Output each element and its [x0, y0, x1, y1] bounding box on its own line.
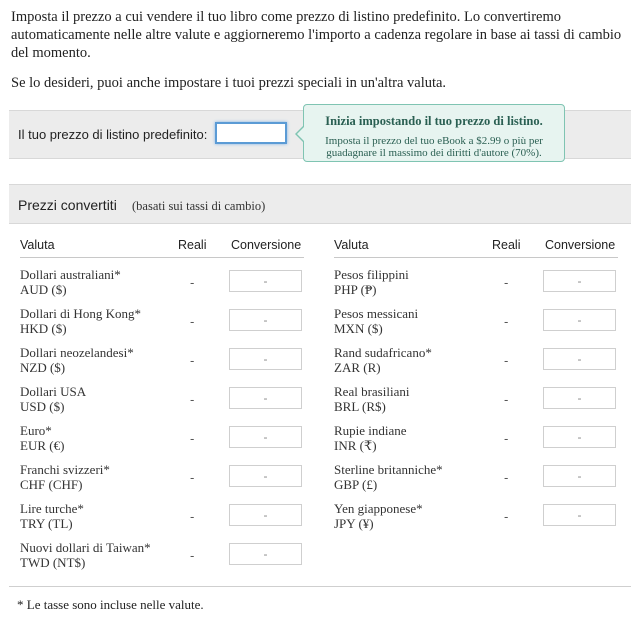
currency-code: TRY (TL) — [20, 516, 73, 531]
conversion-field[interactable]: - — [229, 270, 302, 292]
currency-code: INR (₹) — [334, 438, 377, 453]
currency-code: MXN ($) — [334, 321, 383, 336]
real-value: - — [190, 548, 195, 563]
bottom-divider — [9, 586, 631, 587]
currency-row — [20, 461, 320, 500]
currency-row — [20, 344, 320, 383]
currency-rows-right — [334, 266, 634, 539]
currency-code: EUR (€) — [20, 438, 65, 453]
currency-code: NZD ($) — [20, 360, 66, 375]
currency-name: Dollari neozelandesi* — [20, 345, 134, 360]
currency-code: GBP (£) — [334, 477, 378, 492]
currency-row — [334, 500, 634, 539]
currency-column-left — [20, 236, 320, 570]
conversion-field[interactable]: - — [543, 465, 616, 487]
real-value: - — [504, 470, 509, 485]
column-header — [334, 236, 634, 254]
real-value: - — [190, 509, 195, 524]
conversion-field[interactable]: - — [543, 426, 616, 448]
list-price-tooltip — [303, 104, 565, 162]
real-value: - — [504, 431, 509, 446]
currency-row — [20, 539, 320, 578]
intro-paragraph-special-prices: Se lo desideri, puoi anche impostare i tuoi prezzi speciali in un'altra valuta. — [11, 75, 447, 91]
header-currency: Valuta — [334, 238, 369, 252]
currency-name: Pesos filippini — [334, 267, 409, 282]
tooltip-arrow — [295, 125, 304, 143]
intro-text — [11, 8, 633, 102]
currency-name: Franchi svizzeri* — [20, 462, 110, 477]
converted-prices-bar — [9, 184, 631, 224]
currency-name: Real brasiliani — [334, 384, 410, 399]
real-value: - — [190, 275, 195, 290]
tooltip-body: Imposta il prezzo del tuo eBook a $2.99 o più per guadagnare il massimo dei diritti d'autore (70%). — [325, 135, 543, 159]
default-price-label: Il tuo prezzo di listino predefinito: — [18, 127, 208, 142]
currency-row — [20, 305, 320, 344]
currency-name: Lire turche* — [20, 501, 84, 516]
currency-name: Pesos messicani — [334, 306, 419, 321]
currency-code: ZAR (R) — [334, 360, 381, 375]
currency-code: USD ($) — [20, 399, 65, 414]
currency-row — [334, 461, 634, 500]
currency-rows-left — [20, 266, 320, 578]
real-value: - — [504, 353, 509, 368]
currency-row — [334, 383, 634, 422]
real-value: - — [190, 314, 195, 329]
conversion-field[interactable]: - — [543, 270, 616, 292]
currency-name: Nuovi dollari di Taiwan* — [20, 540, 151, 555]
intro-paragraph: Imposta il prezzo a cui vendere il tuo libro come prezzo di listino predefinito. Lo convertiremo automaticamente nelle altre valute e aggiorneremo l'importo a cadenza regolare in base ai tassi di cambio del momento. — [11, 9, 622, 61]
currency-name: Dollari di Hong Kong* — [20, 306, 141, 321]
currency-row — [20, 383, 320, 422]
currency-code: TWD (NT$) — [20, 555, 86, 570]
tax-footnote: * Le tasse sono incluse nelle valute. — [17, 597, 204, 612]
conversion-field[interactable]: - — [543, 309, 616, 331]
header-real: Reali — [492, 238, 521, 252]
conversion-field[interactable]: - — [229, 504, 302, 526]
currency-code: CHF (CHF) — [20, 477, 83, 492]
real-value: - — [190, 392, 195, 407]
currency-code: BRL (R$) — [334, 399, 386, 414]
header-real: Reali — [178, 238, 207, 252]
default-price-input[interactable] — [215, 122, 287, 144]
currency-row — [334, 305, 634, 344]
tooltip-title: Inizia impostando il tuo prezzo di listino. — [325, 114, 543, 128]
currency-name: Yen giapponese* — [334, 501, 423, 516]
header-conversion: Conversione — [231, 238, 302, 252]
currency-row — [334, 344, 634, 383]
real-value: - — [190, 470, 195, 485]
currency-name: Euro* — [20, 423, 52, 438]
conversion-field[interactable]: - — [229, 348, 302, 370]
converted-prices-subtitle: (basati sui tassi di cambio) — [132, 199, 266, 213]
currency-name: Sterline britanniche* — [334, 462, 443, 477]
real-value: - — [504, 392, 509, 407]
conversion-field[interactable]: - — [543, 387, 616, 409]
conversion-field[interactable]: - — [543, 504, 616, 526]
conversion-field[interactable]: - — [229, 387, 302, 409]
currency-row — [334, 266, 634, 305]
currency-row — [334, 422, 634, 461]
currency-code: AUD ($) — [20, 282, 67, 297]
header-divider — [334, 257, 618, 258]
real-value: - — [504, 509, 509, 524]
real-value: - — [190, 353, 195, 368]
currency-column-right — [334, 236, 634, 531]
conversion-field[interactable]: - — [229, 426, 302, 448]
conversion-field[interactable]: - — [543, 348, 616, 370]
currency-row — [20, 422, 320, 461]
currency-name: Dollari USA — [20, 384, 87, 399]
column-header — [20, 236, 320, 254]
header-currency: Valuta — [20, 238, 55, 252]
currency-row — [20, 500, 320, 539]
real-value: - — [190, 431, 195, 446]
conversion-field[interactable]: - — [229, 543, 302, 565]
real-value: - — [504, 314, 509, 329]
header-divider — [20, 257, 304, 258]
conversion-field[interactable]: - — [229, 309, 302, 331]
currency-code: JPY (¥) — [334, 516, 374, 531]
currency-code: PHP (₱) — [334, 282, 377, 297]
currency-name: Rupie indiane — [334, 423, 407, 438]
currency-code: HKD ($) — [20, 321, 67, 336]
currency-name: Rand sudafricano* — [334, 345, 432, 360]
converted-prices-title: Prezzi convertiti — [18, 197, 117, 213]
currency-name: Dollari australiani* — [20, 267, 121, 282]
conversion-field[interactable]: - — [229, 465, 302, 487]
currency-row — [20, 266, 320, 305]
real-value: - — [504, 275, 509, 290]
header-conversion: Conversione — [545, 238, 616, 252]
